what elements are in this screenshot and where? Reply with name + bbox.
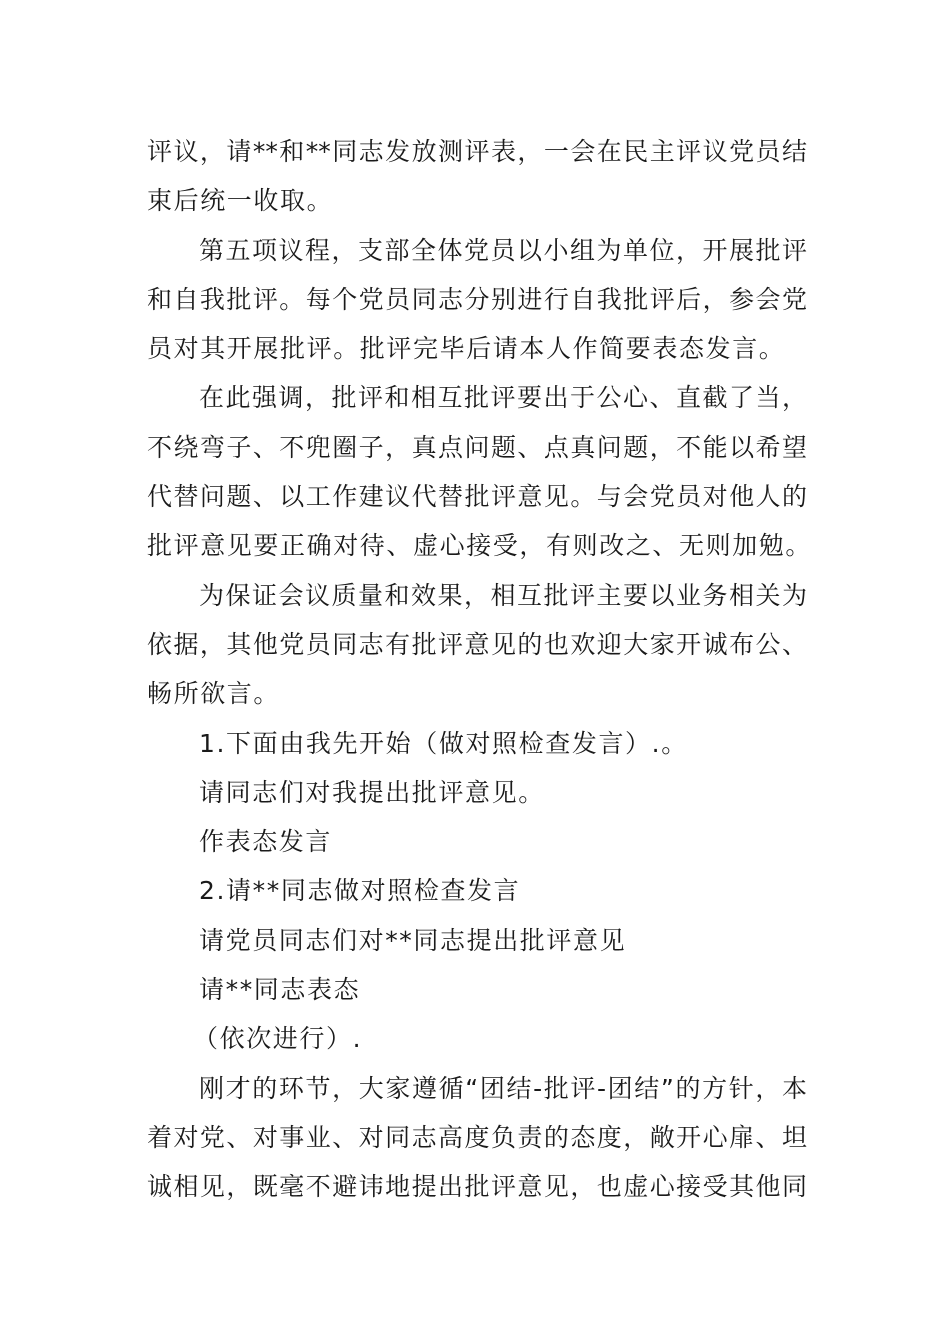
paragraph-start-line: 为保证会议质量和效果，相互批评主要以业务相关为 <box>199 580 807 610</box>
document-body <box>147 127 813 1212</box>
text-line: 评议，请**和**同志发放测评表，一会在民主评议党员结 <box>147 137 807 166</box>
text-line: 作表态发言 <box>199 827 333 857</box>
text-line: 请同志们对我提出批评意见。 <box>199 777 545 807</box>
list-item-line: 1.下面由我先开始（做对照检查发言）.。 <box>199 728 688 758</box>
text-line: 着对党、对事业、对同志高度负责的态度，敞开心扉、坦 <box>147 1122 807 1152</box>
paragraph-start-line: 第五项议程，支部全体党员以小组为单位，开展批评 <box>199 235 807 265</box>
text-line: 和自我批评。每个党员同志分别进行自我批评后，参会党 <box>147 284 807 314</box>
text-line: 畅所欲言。 <box>147 679 281 709</box>
paragraph-start-line: 在此强调，批评和相互批评要出于公心、直截了当， <box>199 383 807 413</box>
list-item-line: 2.请**同志做对照检查发言 <box>199 876 521 906</box>
text-line: 束后统一收取。 <box>147 186 334 216</box>
text-line: 员对其开展批评。批评完毕后请本人作简要表态发言。 <box>147 334 786 364</box>
text-line: 不绕弯子、不兜圈子，真点问题、点真问题，不能以希望 <box>147 432 807 462</box>
text-line: 代替问题、以工作建议代替批评意见。与会党员对他人的 <box>147 482 807 512</box>
text-line: （依次进行）. <box>193 1024 363 1054</box>
text-line: 请党员同志们对**同志提出批评意见 <box>199 925 627 955</box>
text-line: 请**同志表态 <box>199 975 361 1005</box>
paragraph-start-line: 刚才的环节，大家遵循“团结-批评-团结”的方针，本 <box>199 1073 807 1103</box>
text-line: 诚相见，既毫不避讳地提出批评意见，也虚心接受其他同 <box>147 1172 807 1202</box>
text-line: 批评意见要正确对待、虚心接受，有则改之、无则加勉。 <box>147 531 813 561</box>
text-line: 依据，其他党员同志有批评意见的也欢迎大家开诚布公、 <box>147 629 807 659</box>
